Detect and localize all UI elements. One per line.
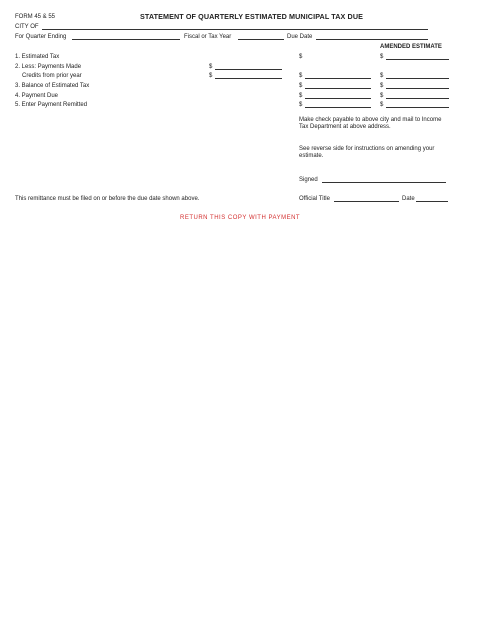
quarter-ending-label: For Quarter Ending [15, 34, 67, 40]
line-estimated-tax-label: 1. Estimated Tax [15, 54, 60, 60]
amended-estimate-heading: AMENDED ESTIMATE [380, 44, 442, 50]
date-field[interactable] [416, 201, 448, 202]
check-instruction-line1: Make check payable to above city and mail to Income [299, 117, 442, 123]
fiscal-year-field[interactable] [238, 39, 284, 40]
amended-credits-field[interactable] [386, 78, 449, 79]
prior-credits-field[interactable] [215, 78, 282, 79]
credits-total-field[interactable] [305, 78, 371, 79]
dollar-sign: $ [380, 83, 384, 89]
amended-payment-remitted-field[interactable] [386, 107, 449, 108]
due-date-field[interactable] [316, 39, 428, 40]
quarter-ending-field[interactable] [72, 39, 180, 40]
remittance-note: This remittance must be filed on or before the due date shown above. [15, 196, 200, 202]
form-number: FORM 45 & 55 [15, 14, 56, 20]
amended-estimated-tax-field[interactable] [386, 59, 449, 60]
dollar-sign: $ [209, 64, 213, 70]
city-field[interactable] [42, 29, 428, 30]
dollar-sign: $ [299, 102, 303, 108]
return-copy-note: RETURN THIS COPY WITH PAYMENT [180, 215, 301, 221]
dollar-sign: $ [299, 93, 303, 99]
balance-field[interactable] [305, 88, 371, 89]
dollar-sign: $ [380, 54, 384, 60]
amended-payment-due-field[interactable] [386, 98, 449, 99]
signature-field[interactable] [322, 182, 446, 183]
line-payments-made-label: 2. Less: Payments Made [15, 64, 82, 70]
dollar-sign: $ [299, 73, 303, 79]
line-payment-due-label: 4. Payment Due [15, 93, 59, 99]
dollar-sign: $ [380, 73, 384, 79]
form-title: STATEMENT OF QUARTERLY ESTIMATED MUNICIPAL TAX DUE [140, 12, 364, 21]
line-balance-label: 3. Balance of Estimated Tax [15, 83, 90, 89]
dollar-sign: $ [299, 83, 303, 89]
signed-label: Signed [299, 177, 318, 183]
reverse-instruction-line2: estimate. [299, 153, 324, 159]
line-payment-remitted-label: 5. Enter Payment Remitted [15, 102, 88, 108]
check-instruction-line2: Tax Department at above address. [299, 124, 391, 130]
dollar-sign: $ [380, 93, 384, 99]
city-label: CITY OF [15, 24, 39, 30]
fiscal-year-label: Fiscal or Tax Year [184, 34, 232, 40]
payment-due-field[interactable] [305, 98, 371, 99]
dollar-sign: $ [299, 54, 303, 60]
reverse-instruction-line1: See reverse side for instructions on amending your [299, 146, 435, 152]
dollar-sign: $ [380, 102, 384, 108]
dollar-sign: $ [209, 73, 213, 79]
payment-remitted-field[interactable] [305, 107, 371, 108]
official-title-label: Official Title [299, 196, 330, 202]
date-label: Date [402, 196, 415, 202]
amended-balance-field[interactable] [386, 88, 449, 89]
line-prior-credits-label: Credits from prior year [22, 73, 82, 79]
official-title-field[interactable] [334, 201, 399, 202]
due-date-label: Due Date [287, 34, 313, 40]
payments-made-field[interactable] [215, 69, 282, 70]
